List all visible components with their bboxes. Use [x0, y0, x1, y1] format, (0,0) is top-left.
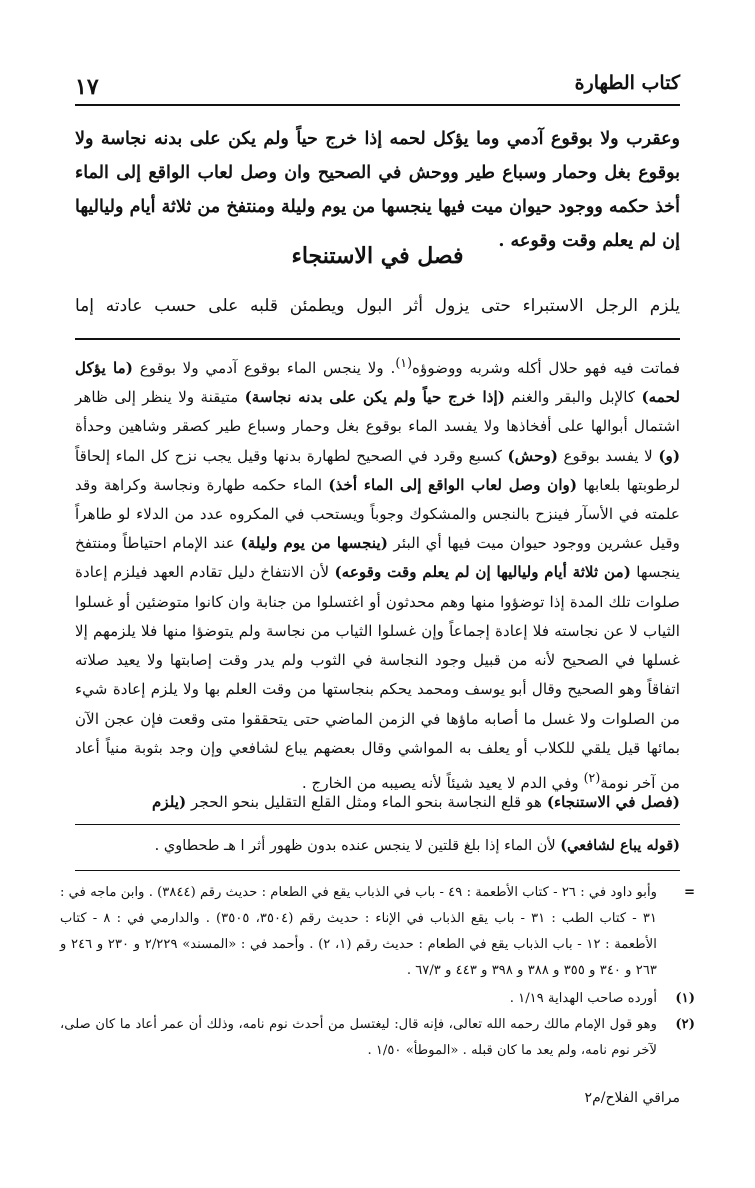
page-number: ١٧ [75, 74, 99, 100]
commentary-text: وفي الدم لا يعيد شيئاً لأنه يصيبه من الخارج . [301, 773, 579, 792]
footnote [60, 986, 695, 1012]
footnote-mark: (٢) [675, 1017, 695, 1032]
quoted-matn: (و) [658, 446, 681, 465]
commentary-text: هو قلع النجاسة بنحو الماء ومثل القلع التقليل بنحو الحجر [191, 793, 543, 811]
main-text-paragraph: وعقرب ولا بوقوع آدمي وما يؤكل لحمه إذا خرج حياً ولم يكن على بدنه نجاسة ولا بوقوع بغل وحمار وسباع طير ووحش في الصحيح وان وصل لعاب الواقع إلى الماء أخذ حكمه ووجود حيوان ميت فيها ينجسها من يوم وليلة ومنتفخ من ثلاثة أيام ولياليها إن لم يعلم وقت وقوعه . [75, 129, 680, 251]
gloss-divider [75, 824, 680, 825]
footnotes-divider [75, 870, 680, 871]
quoted-matn: (وحش) [507, 446, 558, 465]
commentary-text: لأن الانتفاخ دليل تقادم العهد فيلزم إعادة صلوات تلك المدة إذا توضؤوا منها وهم محدثون أو اغتسلوا من جنابة وان كانوا متوضئين أو غسلوا الثياب لا عن نجاسته فلا إعادة إجماعاً وإن غسلوا الثياب من نجاسة ولم يتوضؤا منها فلا يلزمهم إلا غسلها في الصحيح لأنه من قبيل وجود النجاسة في الثوب ولم يدر وقت إصابتها ولا يعيد صلاته اتفاقاً وهو الصحيح وقال أبو يوسف ومحمد يحكم بنجاستها من وقت العلم بها ولا يلزم إعادة شيء من الصلوات ولا غسل ما أصابه ماؤها في الزمن الماضي حتى يتحققوا متى وقعت فإن عجن الآن بمائها قيل يلقي للكلاب أو يعلف به المواشي وقال بعضهم يباع لشافعي وإن وجد بثوبة منياً أعاد من آخر نومة [75, 563, 680, 792]
footnote [60, 1012, 695, 1064]
commentary-paragraph [75, 348, 680, 798]
commentary-text: كالإبل والبقر والغنم [511, 388, 636, 407]
footnote [60, 880, 695, 984]
commentary [75, 348, 680, 798]
quoted-matn: (فصل في الاستنجاء) [546, 793, 680, 811]
printer-signature: مراقي الفلاح/م٢ [584, 1090, 680, 1106]
header-rule [75, 104, 680, 106]
footnote-text: وهو قول الإمام مالك رحمه الله تعالى، فإنه قال: ليغتسل من أحدث نوم نامه، وذلك أن عمر أعاد ما كان صلى، لآخر نوم نامه، ولم يعد ما كان قبله . «الموطأ» ١/٥٠ . [60, 1017, 657, 1058]
footnote-ref: (٢) [583, 769, 601, 785]
commentary-text: لا يفسد بوقوع [563, 446, 653, 465]
main-text [75, 122, 680, 258]
gloss-text: لأن الماء إذا بلغ قلتين لا ينجس عنده بدون ظهور أثر ا هـ طحطاوي . [154, 838, 556, 854]
quoted-matn: (ينجسها من يوم وليلة) [240, 534, 388, 553]
footnote-ref: (١) [395, 355, 413, 370]
section-lead-text: يلزم الرجل الاستبراء حتى يزول أثر البول ويطمئن قلبه على حسب عادته إما [75, 296, 680, 316]
commentary-text: فماتت فيه فهو حلال أكله وشربه ووضوؤه [412, 359, 680, 378]
quoted-matn: (ما يؤكل لحمه) [75, 359, 681, 407]
footnote-text: وأبو داود في : ٢٦ - كتاب الأطعمة : ٤٩ - باب في الذباب يقع في الطعام : حديث رقم (٣٨٤٤) . وابن ماجه في : ٣١ - كتاب الطب : ٣١ - باب يقع الذباب في الإناء : حديث رقم (٣٥٠٤، ٣٥٠٥) . والدارمي في : ٨ - كتاب الأطعمة : ١٢ - باب الذباب يقع في الطعام : حديث رقم (١، ٢) . وأحمد في : «المسند» ٢/٢٢٩ و ٢٣٠ و ٢٤٦ و ٢٦٣ و ٣٤٠ و ٣٥٥ و ٣٨٨ و ٣٩٨ و ٤٤٣ و ٦٧/٣ . [60, 885, 658, 978]
gloss [75, 832, 680, 860]
quoted-matn: (إذا خرج حياً ولم يكن على بدنه نجاسة) [244, 388, 505, 407]
section-title: فصل في الاستنجاء [291, 243, 464, 269]
footnote-text: أورده صاحب الهداية ١/١٩ . [509, 991, 657, 1006]
quoted-matn: (من ثلاثة أيام ولياليها إن لم يعلم وقت وقوعه) [334, 563, 631, 582]
commentary-text: متيقنة ولا ينظر إلى ظاهر اشتمال أبوالها على أفخاذها ولا يفسد الماء بوقوع بغل وحمار وسباع طير كصقر وشاهين وحدأة [75, 388, 680, 436]
commentary-section-opening [75, 788, 680, 816]
quoted-matn: (يلزم [151, 793, 187, 811]
commentary-text: عند الإمام احتياطاً ومنتفخ ينجسها [75, 534, 681, 582]
commentary-text: . ولا ينجس الماء بوقوع آدمي ولا بوقوع [139, 359, 396, 378]
running-title: كتاب الطهارة [574, 72, 680, 94]
quoted-matn: (وان وصل لعاب الواقع إلى الماء أخذ) [328, 475, 578, 494]
footnote-mark: = [683, 885, 695, 900]
footnote-mark: (١) [675, 991, 695, 1006]
commentary-text: الماء حكمه طهارة ونجاسة وكراهة وقد علمته في الأسآر فينزح بالنجس والمشكوك وجوباً ويستحب في المكروه عدد من الدلاء لو طاهراً وقيل عشرين ووجود حيوان ميت فيها أي البئر [75, 475, 681, 553]
commentary-text: كسبع وقرد في الصحيح لطهارة بدنها وقيل يجب نزح كل الماء إلحاقاً لرطوبتها بلعابها [75, 446, 681, 494]
footnotes [60, 880, 695, 1064]
gloss-heading: (قوله يباع لشافعي) [560, 837, 680, 854]
commentary-divider [75, 338, 680, 340]
page-header [75, 72, 680, 106]
